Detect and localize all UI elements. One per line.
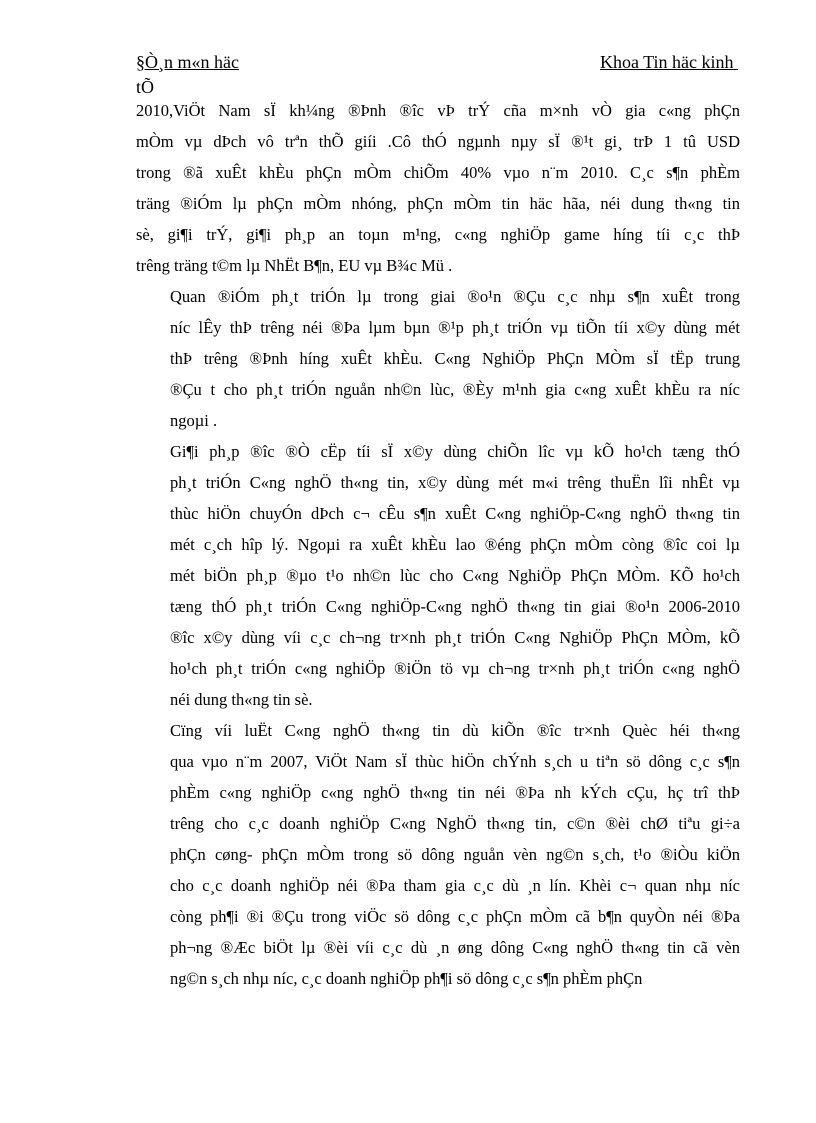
text-line: ph¬ng ®Æc biÖt lµ ®èi víi c¸c dù ¸n øng dông C«ng nghÖ th«ng tin cã vèn bbox=[170, 938, 740, 957]
document-body bbox=[136, 95, 740, 994]
header-course-title: §Ò¸n m«n häc bbox=[136, 52, 239, 72]
text-line: träng ®iÓm lµ phÇn mÒm nhóng, phÇn mÒm tin häc hãa, néi dung th«ng tin bbox=[136, 194, 740, 213]
text-line: Gi¶i ph¸p ®îc ®Ò cËp tíi sÏ x©y dùng chiÕn lîc vµ kÕ ho¹ch tæng thÓ bbox=[170, 442, 740, 461]
text-line: Cïng víi luËt C«ng nghÖ th«ng tin dù kiÕn ®îc tr×nh Quèc héi th«ng bbox=[170, 721, 740, 740]
text-line: ng©n s¸ch nhµ níc, c¸c doanh nghiÖp ph¶i sö dông c¸c s¶n phÈm phÇn bbox=[170, 969, 643, 988]
text-line: 2010,ViÖt Nam sÏ kh¼ng ®Þnh ®îc vÞ trÝ cña m×nh vÒ gia c«ng phÇn bbox=[136, 101, 740, 120]
text-line: Quan ®iÓm ph¸t triÓn lµ trong giai ®o¹n ®Çu c¸c nhµ s¶n xuÊt trong bbox=[170, 287, 740, 306]
text-line: thÞ trêng ®Þnh híng xuÊt khÈu. C«ng NghiÖp PhÇn MÒm sÏ tËp trung bbox=[170, 349, 740, 368]
text-line: ®Çu t cho ph¸t triÓn nguån nh©n lùc, ®Èy m¹nh gia c«ng xuÊt khÈu ra níc bbox=[170, 380, 740, 399]
header-faculty-continuation: tÕ bbox=[136, 77, 154, 97]
text-line: thùc hiÖn chuyÓn dÞch c¬ cÊu s¶n xuÊt C«ng nghiÖp-C«ng nghÖ th«ng tin bbox=[170, 504, 740, 523]
text-line: sè, gi¶i trÝ, gi¶i ph¸p an toµn m¹ng, c«ng nghiÖp game híng tíi c¸c thÞ bbox=[136, 225, 740, 244]
text-line: qua vµo n¨m 2007, ViÖt Nam sÏ thùc hiÖn chÝnh s¸ch u tiªn sö dông c¸c s¶n bbox=[170, 752, 740, 771]
text-line: phÈm c«ng nghiÖp c«ng nghÖ th«ng tin néi ®Þa nh kÝch cÇu, hç trî thÞ bbox=[170, 783, 740, 802]
text-line: cho c¸c doanh nghiÖp néi ®Þa tham gia c¸c dù ¸n lín. Khèi c¬ quan nhµ níc bbox=[170, 876, 740, 895]
text-line: trêng cho c¸c doanh nghiÖp C«ng NghÖ th«ng tin, c©n ®èi chØ tiªu gi÷a bbox=[170, 814, 740, 833]
paragraph bbox=[136, 281, 740, 436]
text-line: mét biÖn ph¸p ®µo t¹o nh©n lùc cho C«ng NghiÖp PhÇn MÒm. KÕ ho¹ch bbox=[170, 566, 740, 585]
text-line: trêng träng t©m lµ NhËt B¶n, EU vµ B¾c Mü . bbox=[136, 256, 453, 275]
text-line: ®îc x©y dùng víi c¸c ch¬ng tr×nh ph¸t triÓn C«ng NghiÖp PhÇn MÒm, kÕ bbox=[170, 628, 740, 647]
text-line: mét c¸ch hîp lý. Ngoµi ra xuÊt khÈu lao ®éng phÇn mÒm còng ®îc coi lµ bbox=[170, 535, 740, 554]
text-line: phÇn cøng- phÇn mÒm trong sö dông nguån vèn ng©n s¸ch, t¹o ®iÒu kiÖn bbox=[170, 845, 740, 864]
text-line: ph¸t triÓn C«ng nghÖ th«ng tin, x©y dùng mét m«i trêng thuËn lîi nhÊt vµ bbox=[170, 473, 740, 492]
text-line: mÒm vµ dÞch vô trªn thÕ giíi .Cô thÓ ngµnh nµy sÏ ®¹t gi¸ trÞ 1 tû USD bbox=[136, 132, 740, 151]
text-line: ngoµi . bbox=[170, 411, 218, 430]
header-faculty-name: Khoa Tin häc kinh bbox=[599, 52, 738, 72]
paragraph bbox=[136, 715, 740, 994]
text-line: ho¹ch ph¸t triÓn c«ng nghiÖp ®iÖn tö vµ ch¬ng tr×nh ph¸t triÓn c«ng nghÖ bbox=[170, 659, 740, 678]
text-line: néi dung th«ng tin sè. bbox=[170, 690, 313, 709]
page-header bbox=[136, 52, 738, 76]
text-line: níc lÊy thÞ trêng néi ®Þa lµm bµn ®¹p ph¸t triÓn vµ tiÕn tíi x©y dùng mét bbox=[170, 318, 740, 337]
paragraph bbox=[136, 436, 740, 715]
paragraph bbox=[136, 95, 740, 281]
text-line: trong ®ã xuÊt khÈu phÇn mÒm chiÕm 40% vµo n¨m 2010. C¸c s¶n phÈm bbox=[136, 163, 740, 182]
text-line: còng ph¶i ®i ®Çu trong viÖc sö dông c¸c phÇn mÒm cã b¶n quyÒn néi ®Þa bbox=[170, 907, 740, 926]
text-line: tæng thÓ ph¸t triÓn C«ng nghiÖp-C«ng nghÖ th«ng tin giai ®o¹n 2006-2010 bbox=[170, 597, 740, 616]
